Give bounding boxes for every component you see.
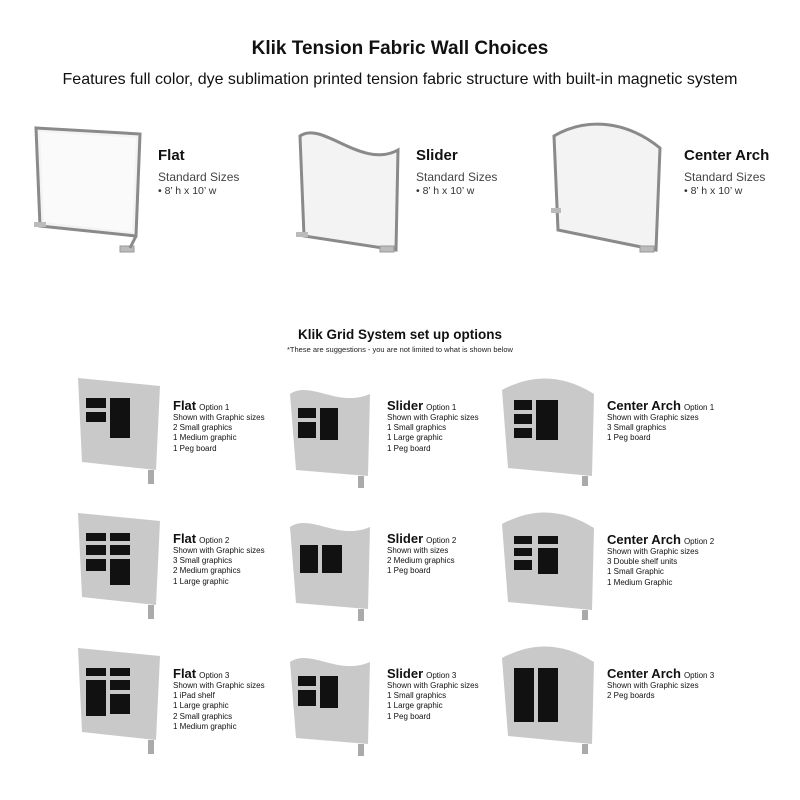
grid-option-card: [78, 378, 288, 488]
option-number: Option 1: [199, 403, 230, 412]
grid-option-card: [78, 648, 288, 758]
option-line: 1 Large graphic: [387, 701, 443, 711]
option-line: 2 Peg boards: [607, 691, 655, 701]
grid-option-card: [288, 513, 508, 623]
option-number: Option 2: [426, 536, 457, 545]
wall-card-center-arch: [548, 120, 788, 260]
option-wall-name: Slider: [387, 398, 424, 413]
option-number: Option 2: [683, 537, 715, 546]
option-wall-name: Flat: [173, 666, 197, 681]
grid-option-card: [78, 513, 288, 623]
option-line: Shown with Graphic sizes: [607, 681, 699, 690]
option-line: 1 Peg board: [387, 566, 431, 576]
wall-dimension: • 8’ h x 10’ w: [684, 185, 743, 197]
wall-sizes-label: Standard Sizes: [684, 170, 766, 184]
option-line: 1 Medium Graphic: [607, 577, 673, 587]
option-wall-name: Slider: [387, 666, 424, 681]
wall-card-flat: [30, 120, 260, 260]
option-wall-name: Center Arch: [607, 532, 681, 547]
option-line: 3 Small graphics: [173, 556, 233, 566]
option-line: 2 Medium graphics: [173, 566, 241, 576]
slider-option2-illustration: [288, 513, 378, 623]
option-line: 1 iPad shelf: [173, 691, 215, 701]
option-line: Shown with Graphic sizes: [387, 413, 479, 422]
option-line: 1 Peg board: [387, 711, 431, 721]
option-wall-name: Center Arch: [607, 398, 681, 413]
option-line: 1 Large graphic: [173, 701, 229, 711]
wall-sizes-label: Standard Sizes: [158, 170, 240, 184]
option-title: [607, 532, 714, 547]
grid-option-card: [502, 512, 742, 622]
option-number: Option 1: [683, 403, 715, 412]
option-number: Option 1: [426, 403, 457, 412]
slider-wall-illustration: [292, 120, 412, 260]
grid-option-card: [288, 648, 508, 758]
flat-option1-illustration: [78, 378, 168, 488]
option-title: [387, 398, 479, 413]
option-line: Shown with Graphic sizes: [173, 546, 265, 555]
option-line: 2 Small graphics: [173, 711, 233, 721]
option-line: Shown with Graphic sizes: [607, 413, 699, 422]
grid-section-title: Klik Grid System set up options: [297, 327, 503, 342]
option-line: Shown with Graphic sizes: [607, 547, 699, 556]
center-arch-option3-illustration: [502, 646, 597, 756]
option-line: 1 Small Graphic: [607, 567, 664, 577]
option-title: [173, 666, 265, 681]
option-line: 1 Medium graphic: [173, 433, 237, 443]
option-number: Option 3: [426, 671, 457, 680]
slider-option1-illustration: [288, 380, 378, 490]
slider-option3-illustration: [288, 648, 378, 758]
flat-wall-illustration: [30, 120, 150, 260]
option-wall-name: Slider: [387, 531, 424, 546]
option-title: [607, 398, 714, 413]
wall-name: Flat: [158, 147, 185, 164]
wall-card-slider: [292, 120, 522, 260]
center-arch-option1-illustration: [502, 378, 597, 488]
grid-section-note: *These are suggestions - you are not limited to what is shown below: [287, 345, 513, 354]
flat-option3-illustration: [78, 648, 168, 758]
option-line: 1 Peg board: [387, 443, 431, 453]
wall-sizes-label: Standard Sizes: [416, 170, 498, 184]
option-number: Option 3: [199, 671, 230, 680]
option-line: 1 Large graphic: [387, 433, 443, 443]
wall-name: Slider: [416, 147, 458, 164]
option-line: 1 Peg board: [607, 433, 651, 443]
option-line: Shown with Graphic sizes: [173, 681, 265, 690]
wall-dimension: • 8’ h x 10’ w: [158, 185, 217, 197]
option-title: [387, 666, 479, 681]
flat-option2-illustration: [78, 513, 168, 623]
option-title: [173, 531, 265, 546]
option-number: Option 2: [199, 536, 230, 545]
option-line: 2 Small graphics: [173, 423, 233, 433]
wall-name: Center Arch: [684, 147, 770, 164]
option-line: 3 Double shelf units: [607, 557, 678, 567]
option-line: 1 Small graphics: [387, 691, 447, 701]
option-line: 3 Small graphics: [607, 423, 667, 433]
option-line: 1 Medium graphic: [173, 721, 237, 731]
option-line: 1 Peg board: [173, 443, 217, 453]
option-wall-name: Flat: [173, 531, 197, 546]
grid-option-card: [502, 378, 742, 488]
option-line: Shown with sizes: [387, 546, 449, 555]
grid-option-card: [502, 646, 742, 756]
option-line: 1 Small graphics: [387, 423, 447, 433]
option-wall-name: Center Arch: [607, 666, 681, 681]
option-line: 1 Large graphic: [173, 576, 229, 586]
center-arch-option2-illustration: [502, 512, 597, 622]
page-subtitle: Features full color, dye sublimation printed tension fabric structure with built-in magnetic system: [62, 71, 738, 88]
option-number: Option 3: [683, 671, 715, 680]
option-wall-name: Flat: [173, 398, 197, 413]
center-arch-wall-illustration: [548, 120, 668, 260]
option-title: [607, 666, 714, 681]
page-title: Klik Tension Fabric Wall Choices: [251, 38, 549, 59]
grid-option-card: [288, 380, 508, 490]
wall-dimension: • 8’ h x 10’ w: [416, 185, 475, 197]
option-line: Shown with Graphic sizes: [387, 681, 479, 690]
option-line: Shown with Graphic sizes: [173, 413, 265, 422]
option-title: [173, 398, 265, 413]
option-line: 2 Medium graphics: [387, 556, 455, 566]
option-title: [387, 531, 456, 546]
